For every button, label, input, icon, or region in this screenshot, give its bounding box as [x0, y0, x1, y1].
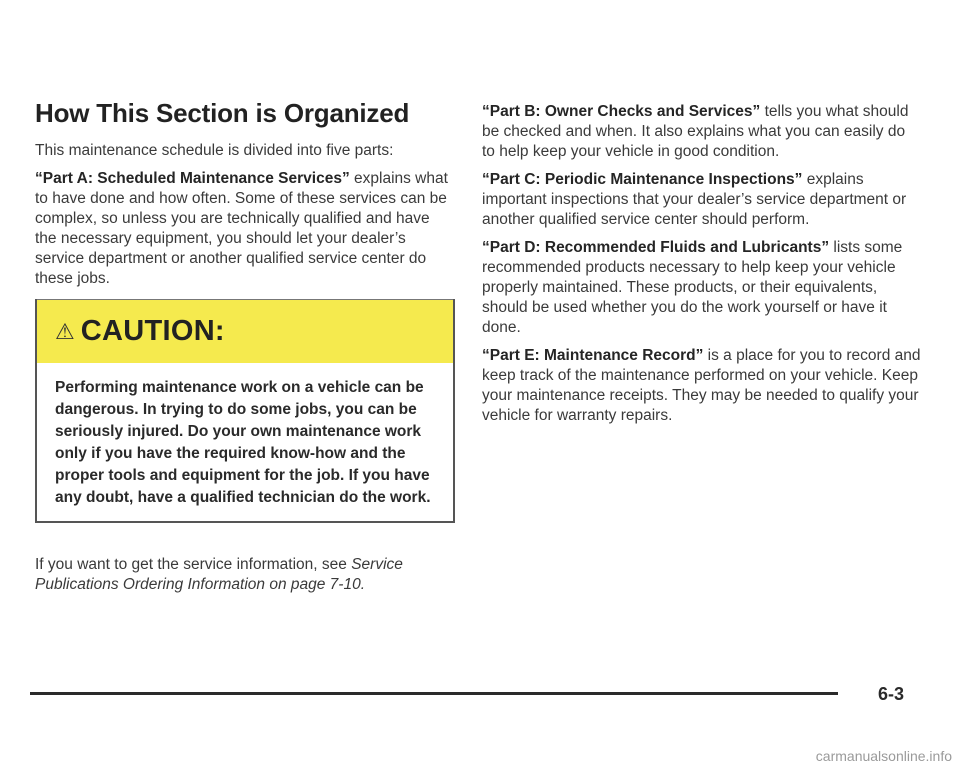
part-a-paragraph — [35, 169, 455, 289]
footer-rule — [30, 692, 838, 695]
watermark: carmanualsonline.info — [815, 748, 952, 764]
part-c-paragraph — [482, 170, 922, 230]
right-column — [482, 102, 922, 434]
left-column — [35, 98, 455, 603]
intro-paragraph: This maintenance schedule is divided into five parts: — [35, 142, 394, 159]
part-d-text: lists some recommended products necessary to help keep your vehicle properly maintained. These products, or their equivalents, should be used whether you do the work yourself or have it done. — [482, 239, 903, 336]
caution-label: CAUTION: — [80, 315, 225, 347]
caution-header — [37, 299, 453, 363]
warning-triangle-icon: ⚠ — [55, 318, 75, 344]
service-reference — [35, 555, 455, 595]
caution-box — [35, 299, 455, 523]
part-e-label: “Part E: Maintenance Record” — [482, 347, 704, 364]
part-b-paragraph — [482, 102, 922, 162]
page-number: 6-3 — [878, 684, 905, 704]
part-c-text: explains important inspections that your dealer’s service department or another qualified service center should perform. — [482, 171, 907, 228]
part-b-text: tells you what should be checked and when. It also explains what you can easily do to help keep your vehicle in good condition. — [482, 103, 909, 160]
service-link[interactable]: Service Publications Ordering Information on page 7-10. — [35, 556, 403, 593]
section-title: How This Section is Organized — [35, 98, 410, 128]
part-e-text: is a place for you to record and keep track of the maintenance performed on your vehicle. Keep your maintenance receipts. They may be needed to qualify your vehicle for warranty repairs. — [482, 347, 921, 424]
part-a-label: “Part A: Scheduled Maintenance Services” — [35, 170, 350, 187]
part-a-text: explains what to have done and how often. Some of these services can be complex, so unless you are technically qualified and have the necessary equipment, you should let your dealer’s service department or another qualified service center do these jobs. — [35, 170, 448, 287]
part-c-label: “Part C: Periodic Maintenance Inspections” — [482, 171, 803, 188]
service-text: If you want to get the service information, see — [35, 556, 352, 573]
part-d-paragraph — [482, 238, 922, 338]
part-b-label: “Part B: Owner Checks and Services” — [482, 103, 761, 120]
caution-body: Performing maintenance work on a vehicle can be dangerous. In trying to do some jobs, you can be seriously injured. Do your own maintenance work only if you have the required know-how and the proper tools and equipment for the job. If you have any doubt, have a qualified technician do the work. — [55, 379, 431, 506]
part-e-paragraph — [482, 346, 922, 426]
part-d-label: “Part D: Recommended Fluids and Lubricants” — [482, 239, 830, 256]
